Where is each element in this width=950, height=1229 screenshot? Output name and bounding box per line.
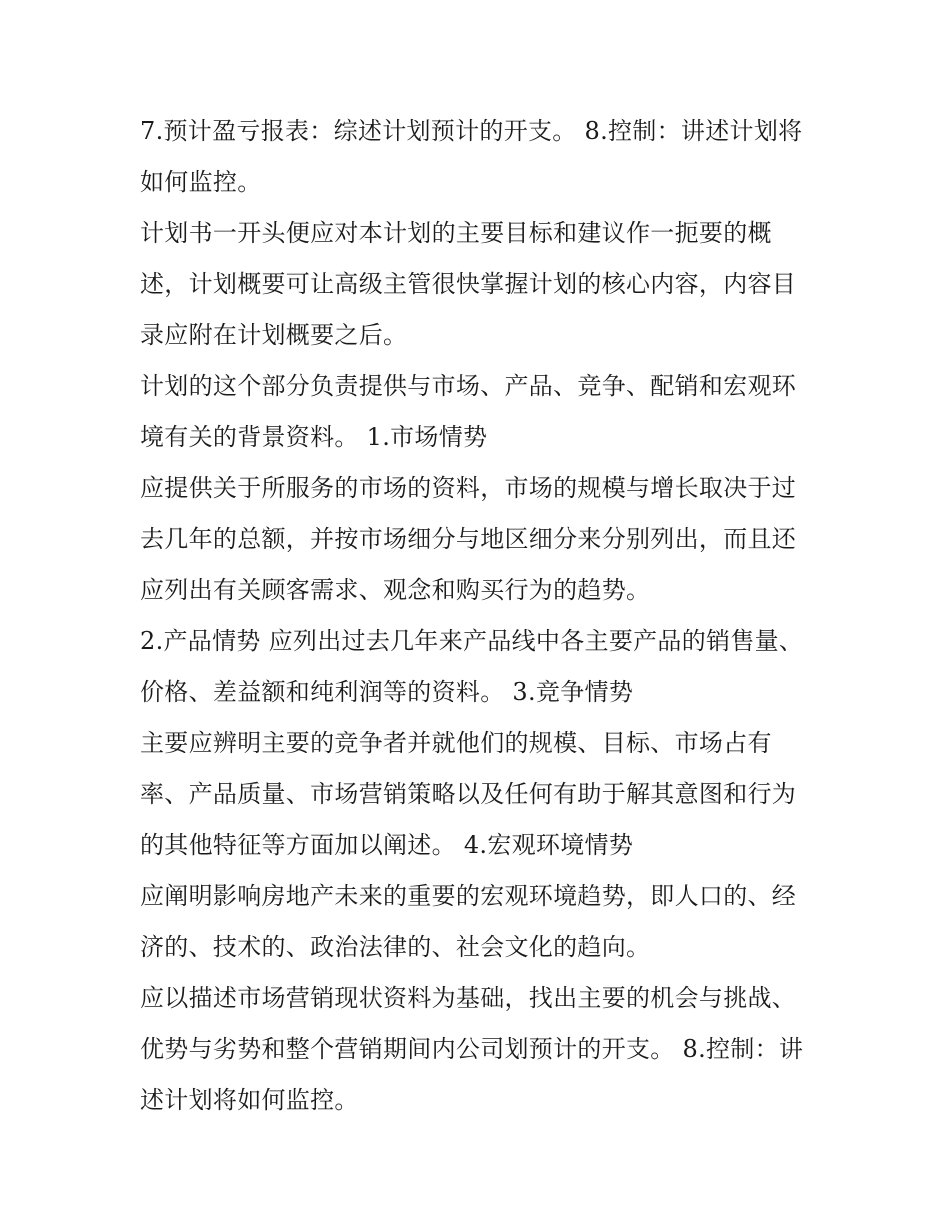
paragraph-market-situation xyxy=(140,463,820,616)
text-line: 2.产品情势 应列出过去几年来产品线中各主要产品的销售量、 xyxy=(140,627,804,655)
text-line: 7.预计盈亏报表：综述计划预计的开支。 8.控制：讲述计划将 xyxy=(140,117,803,145)
document-body xyxy=(140,106,820,1126)
paragraph-macro-environment xyxy=(140,871,820,973)
text-line: 的其他特征等方面加以阐述。 4.宏观环境情势 xyxy=(140,831,634,859)
text-line: 优势与劣势和整个营销期间内公司划预计的开支。 8.控制：讲 xyxy=(140,1035,804,1063)
text-line: 计划的这个部分负责提供与市场、产品、竞争、配销和宏观环 xyxy=(140,372,797,400)
paragraph-competition-situation xyxy=(140,718,820,871)
text-line: 济的、技术的、政治法律的、社会文化的趋向。 xyxy=(140,933,651,961)
text-line: 应阐明影响房地产未来的重要的宏观环境趋势，即人口的、经 xyxy=(140,882,797,910)
text-line: 述计划将如何监控。 xyxy=(140,1086,359,1114)
paragraph-opportunities-and-control xyxy=(140,973,820,1126)
text-line: 应提供关于所服务的市场的资料，市场的规模与增长取决于过 xyxy=(140,474,797,502)
text-line: 应以描述市场营销现状资料为基础，找出主要的机会与挑战、 xyxy=(140,984,797,1012)
text-line: 去几年的总额，并按市场细分与地区细分来分别列出，而且还 xyxy=(140,525,797,553)
paragraph-background-info xyxy=(140,361,820,463)
text-line: 应列出有关顾客需求、观念和购买行为的趋势。 xyxy=(140,576,651,604)
text-line: 主要应辨明主要的竞争者并就他们的规模、目标、市场占有 xyxy=(140,729,772,757)
paragraph-product-situation xyxy=(140,616,820,718)
text-line: 计划书一开头便应对本计划的主要目标和建议作一扼要的概 xyxy=(140,219,772,247)
text-line: 录应附在计划概要之后。 xyxy=(140,321,408,349)
text-line: 述，计划概要可让高级主管很快掌握计划的核心内容，内容目 xyxy=(140,270,797,298)
text-line: 价格、差益额和纯利润等的资料。 3.竞争情势 xyxy=(140,678,634,706)
text-line: 境有关的背景资料。 1.市场情势 xyxy=(140,423,488,451)
text-line: 率、产品质量、市场营销策略以及任何有助于解其意图和行为 xyxy=(140,780,797,808)
paragraph-plan-summary xyxy=(140,208,820,361)
paragraph-forecast-and-control xyxy=(140,106,820,208)
text-line: 如何监控。 xyxy=(140,168,262,196)
